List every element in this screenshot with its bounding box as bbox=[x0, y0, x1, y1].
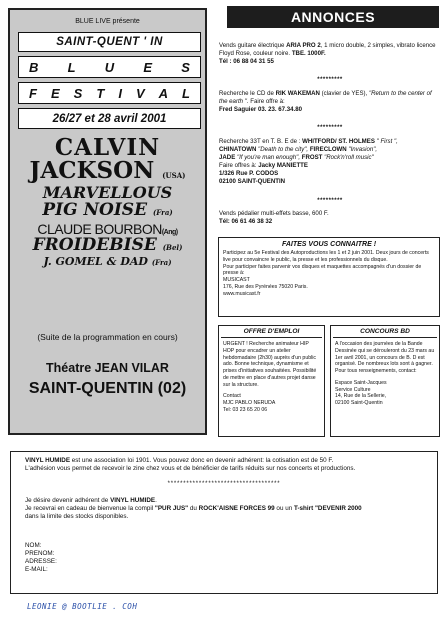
artist-name: MARVELLOUS bbox=[42, 182, 173, 202]
artist-country: (Bel) bbox=[162, 242, 183, 252]
festival-letter: A bbox=[158, 85, 169, 101]
festival-letter: E bbox=[50, 85, 60, 101]
box-text: URGENT ! Recherche animateur HIP HOP pour encadrer un atelier hebdomadaire (2h30) auprès d'un public ado. Bonne technique, dynamisme et prises d'initiatives souhaitées. Possibilité de mettre en place d'autres projet danse sur la structure. Contact MJC PABLO NERUDA Tel: 03 23 65 20 06 bbox=[223, 341, 317, 413]
poster-city: SAINT-QUENTIN (02) bbox=[28, 380, 187, 397]
poster-title: SAINT-QUENT ' IN bbox=[18, 32, 201, 52]
festival-letter: V bbox=[135, 85, 145, 101]
separator: ********* bbox=[317, 198, 343, 204]
poster-dates: 26/27 et 28 avril 2001 bbox=[18, 108, 201, 129]
artist-country: (Ang) bbox=[161, 228, 178, 236]
blues-letter: B bbox=[29, 59, 39, 75]
dotted-separator: ************************************ bbox=[167, 481, 281, 488]
classified-ad: Vends pédalier multi-effets basse, 600 F. Tél: 06 61 46 38 32 bbox=[219, 210, 329, 225]
separator: ********* bbox=[317, 125, 343, 131]
festival-letter: F bbox=[29, 85, 37, 101]
festival-letter: I bbox=[118, 85, 122, 101]
artist-lineup bbox=[10, 136, 205, 267]
classified-ad: Recherche 33T en T. B. E de : WHITFORD/ ST. HOLMES " First ", CHINATOWN "Death to the city", FIRECLOWN "Invasion", JADE "If you're man enough", FROST "Rock'n'roll music" Faire offres à: Jacky MANIETTE 1/326 Rue P. CODOS 02100 SAINT-QUENTIN bbox=[219, 138, 398, 185]
poster-presenter: BLUE LIVE présente bbox=[75, 18, 140, 25]
classified-ad: Recherche le CD de RIK WAKEMAN (clavier de YES), "Return to the center of the earth ". Faire offre à: Fred Saguier 03. 23. 67.34.80 bbox=[219, 90, 432, 113]
blues-letter: E bbox=[143, 59, 153, 75]
artist-name: J. GOMEL & DAD (Fra) bbox=[43, 255, 172, 269]
artist-country: (Fra) bbox=[151, 258, 172, 268]
box-title: OFFRE D'EMPLOI bbox=[221, 328, 322, 338]
box-title: FAITES VOUS CONNAITRE ! bbox=[281, 241, 377, 248]
membership-intro: VINYL HUMIDE est une association loi 1901. Vous pouvez donc en devenir adhérent: la cotisation est de 50 F. L'adhésion vous permet de recevoir le zine chez vous et de bénéficier de tarifs réduits sur nos concerts et productions. bbox=[25, 457, 356, 473]
blues-letter: U bbox=[104, 59, 115, 75]
poster-suite: (Suite de la programmation en cours) bbox=[37, 332, 178, 342]
box-text: A l'occasion des journées de la Bande Dessinée qui se dérouleront du 23 mars au 1er avril 2001, un concours de B. D est organisé. De nombreux lots sont à gagner. Pour tous renseignements, contact: Espace Saint-Jacques Service Culture 14, Rue de la Sellerie, 02100 Saint-Quentin bbox=[335, 341, 435, 406]
form-field-prenom[interactable]: PRENOM: bbox=[25, 549, 55, 557]
artist-name: CLAUDE BOURBON(Ang) bbox=[37, 220, 178, 237]
annonces-header: ANNONCES bbox=[227, 6, 439, 28]
faites-vous-connaitre-box bbox=[218, 237, 440, 317]
poster-venue: Théatre JEAN VILAR bbox=[46, 361, 169, 375]
membership-box bbox=[10, 451, 438, 594]
festival-letter: T bbox=[96, 85, 105, 101]
ad-phone: Tél: 06 61 46 38 32 bbox=[219, 217, 273, 225]
classified-ad: Vends guitare électrique ARIA PRO 2, 1 micro double, 2 simples, vibrato licence Floyd Rose, couleur noire. TBE. 1000F. Tél : 06 88 04 31 55 bbox=[219, 42, 436, 65]
artist-name: JACKSON (USA) bbox=[29, 157, 186, 185]
ad-contact: Fred Saguier 03. 23. 67.34.80 bbox=[219, 105, 302, 113]
offre-emploi-box bbox=[218, 325, 325, 437]
poster-festival-row bbox=[18, 82, 201, 104]
separator: ********* bbox=[317, 77, 343, 83]
concours-bd-box bbox=[330, 325, 440, 437]
form-field-adresse[interactable]: ADRESSE: bbox=[25, 558, 57, 565]
blues-letter: S bbox=[181, 59, 190, 75]
artist-name: FROIDEBISE (Bel) bbox=[32, 234, 183, 255]
membership-request: Je désire devenir adhérent de VINYL HUMIDE. Je recevrai en cadeau de bienvenue la compil "PUR JUS" du ROCK'AISNE FORCES 99 ou un T-shirt "DEVENIR 2000 dans la limite des stocks disponibles. bbox=[25, 497, 362, 521]
artist-name: CALVIN bbox=[54, 134, 161, 161]
form-field-email[interactable]: E-MAIL: bbox=[25, 566, 48, 574]
ad-phone: Tél : 06 88 04 31 55 bbox=[219, 57, 274, 65]
form-field-nom[interactable]: NOM: bbox=[25, 541, 42, 549]
festival-poster bbox=[8, 8, 207, 435]
artist-country: (Fra) bbox=[152, 208, 173, 218]
handwritten-note: LEONIE @ BOOTLIE . COH bbox=[27, 602, 138, 611]
box-text: Participez au 5e Festival des Autoproductions les 1 et 2 juin 2001. Deux jours de concerts live pour convaincre le public, la presse et les professionnels du disque. Pour participer faites parvenir vos disques et maquettes accompagnés d'un dossier de presse à: MUSICAST 176, Rue des Pyrénées 75020 Paris. www.musicast.fr bbox=[223, 250, 435, 297]
membership-form bbox=[25, 542, 423, 575]
festival-letter: L bbox=[182, 85, 190, 101]
festival-letter: S bbox=[73, 85, 83, 101]
blues-letter: L bbox=[67, 59, 76, 75]
poster-blues-row bbox=[18, 56, 201, 78]
website-text: www.musicast.fr bbox=[223, 290, 261, 297]
box-title: CONCOURS BD bbox=[333, 328, 437, 338]
artist-name: PIG NOISE (Fra) bbox=[42, 200, 173, 221]
artist-country: (USA) bbox=[162, 171, 186, 181]
